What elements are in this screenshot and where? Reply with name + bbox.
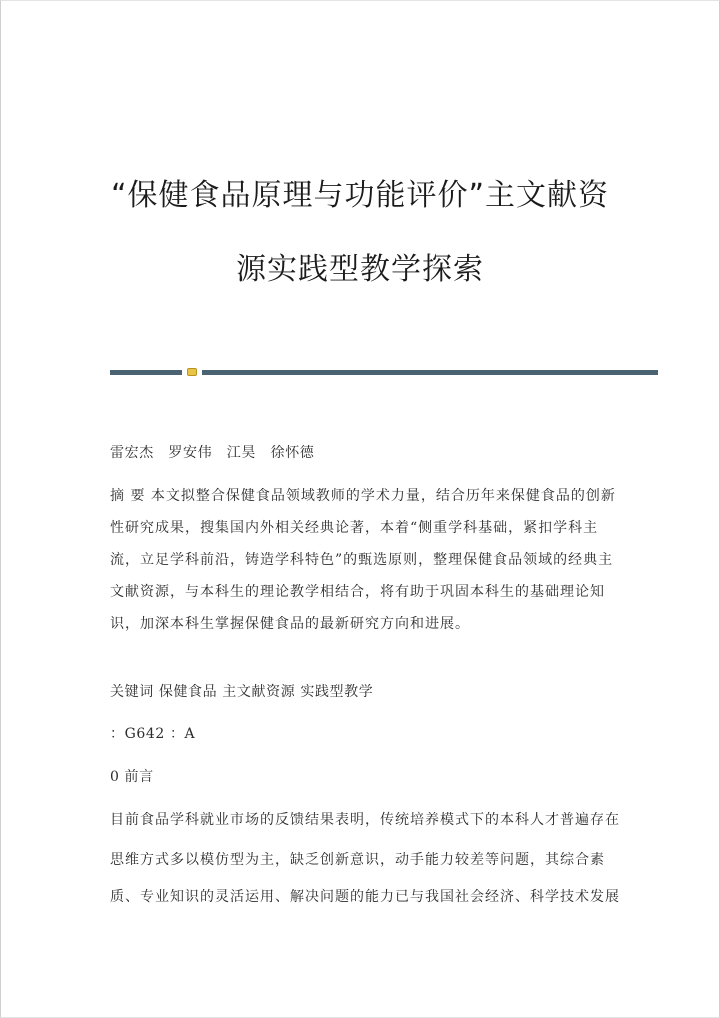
abstract-line: 摘 要 本文拟整合保健食品领域教师的学术力量，结合历年来保健食品的创新: [110, 488, 616, 504]
abstract-line: 识，加深本科生掌握保健食品的最新研究方向和进展。: [110, 616, 470, 632]
divider-bar-right: [202, 370, 658, 375]
title-divider: [110, 368, 658, 376]
keywords: 关键词 保健食品 主文献资源 实践型教学: [110, 684, 374, 700]
body-paragraph-line: 思维方式多以模仿型为主，缺乏创新意识，动手能力较差等问题，其综合素: [110, 852, 605, 868]
divider-bar-left: [110, 370, 182, 375]
abstract-line: 流，立足学科前沿，铸造学科特色”的甄选原则，整理保健食品领域的经典主: [110, 552, 614, 568]
classification-codes: ：G642 ：A: [110, 726, 196, 742]
abstract-line: 文献资源，与本科生的理论教学相结合，将有助于巩固本科生的基础理论知: [110, 584, 605, 600]
section-heading: 0 前言: [110, 769, 154, 785]
abstract-line: 性研究成果，搜集国内外相关经典论著，本着“侧重学科基础，紧扣学科主: [110, 520, 599, 536]
document-title-line-2: 源实践型教学探索: [236, 252, 484, 287]
divider-ornament-icon: [187, 368, 197, 376]
document-title-line-1: “保健食品原理与功能评价”主文献资: [110, 178, 610, 213]
author-list: 雷宏杰 罗安伟 江昊 徐怀德: [110, 445, 315, 461]
body-paragraph-line: 目前食品学科就业市场的反馈结果表明，传统培养模式下的本科人才普遍存在: [110, 812, 620, 828]
body-paragraph-line: 质、专业知识的灵活运用、解决问题的能力已与我国社会经济、科学技术发展: [110, 889, 620, 905]
